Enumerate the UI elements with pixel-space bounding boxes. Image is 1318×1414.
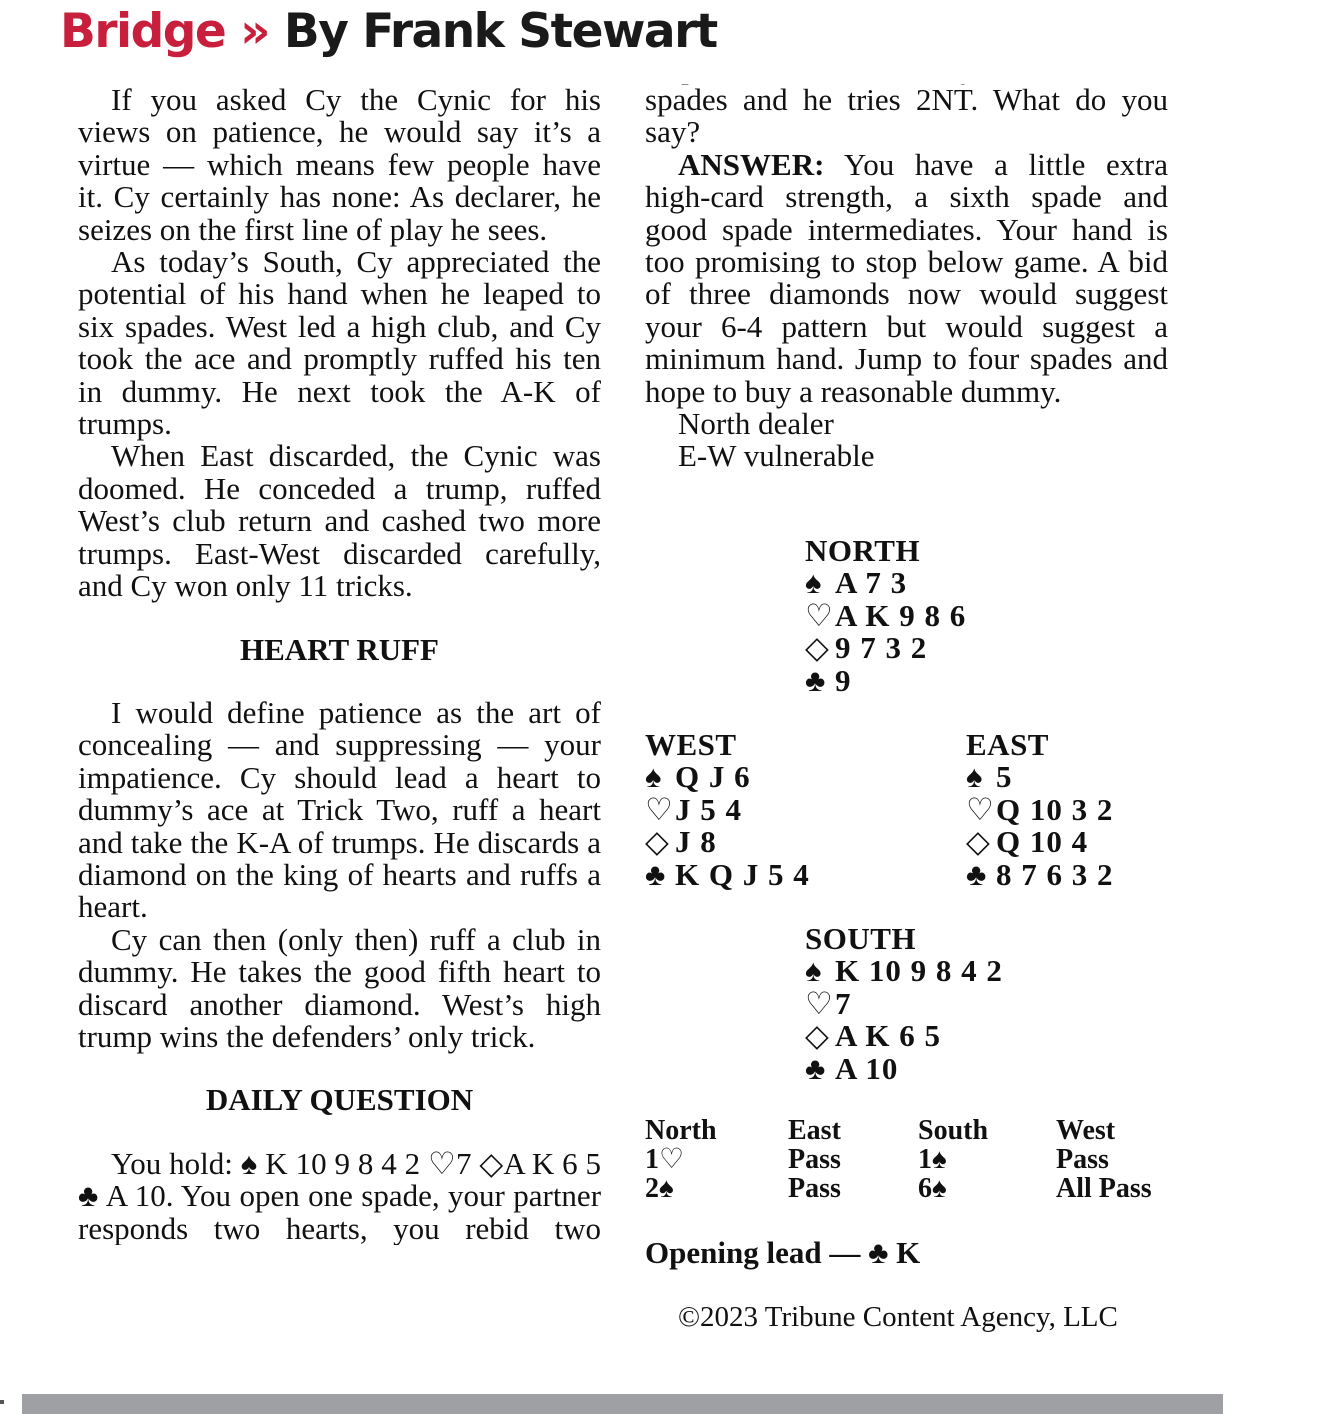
spade-holding: K 10 9 8 4 2 bbox=[835, 953, 1003, 989]
opening-lead-label: Opening lead — bbox=[645, 1235, 861, 1270]
bid: 1♠ bbox=[918, 1144, 947, 1175]
bidding-header: South bbox=[918, 1115, 989, 1146]
question-lead: You hold: bbox=[111, 1147, 233, 1181]
bidding-header: North bbox=[645, 1115, 717, 1146]
hand-west bbox=[645, 729, 810, 891]
spade-holding: 5 bbox=[996, 759, 1013, 795]
heart-holding: Q 10 3 2 bbox=[996, 791, 1114, 827]
dealer-line: North dealer bbox=[678, 406, 834, 442]
club-icon: ♣ bbox=[645, 856, 666, 892]
diamond-holding: A K 6 5 bbox=[835, 1018, 942, 1054]
bid: Pass bbox=[1056, 1144, 1109, 1175]
question-paragraph-continued bbox=[645, 84, 1168, 149]
club-icon: ♣ bbox=[966, 856, 987, 892]
article-right-column bbox=[645, 84, 1168, 473]
paragraph: Cy can then (only then) ruff a club in dummy. He takes the good fifth heart to discard another diamond. West’s high trump wins the defenders’ only trick. bbox=[78, 921, 601, 1054]
spade-icon: ♠ bbox=[966, 759, 983, 795]
diamond-holding: 9 7 3 2 bbox=[835, 630, 928, 666]
heart-icon: ♡ bbox=[428, 1147, 456, 1181]
hand-label: SOUTH bbox=[805, 921, 917, 956]
answer-paragraph bbox=[645, 146, 1168, 409]
column-header bbox=[60, 2, 717, 62]
edge-mark bbox=[0, 1400, 4, 1404]
heart-icon: ♡ bbox=[645, 791, 673, 827]
bid: All Pass bbox=[1056, 1173, 1152, 1204]
bid: 2♠ bbox=[645, 1173, 674, 1204]
diamond-icon: ◇ bbox=[805, 630, 829, 666]
bidding-table bbox=[645, 1116, 1176, 1203]
bidding-row bbox=[645, 1174, 1176, 1203]
section-heading-heart-ruff: HEART RUFF bbox=[240, 631, 439, 667]
diamond-holding: Q 10 4 bbox=[996, 824, 1089, 860]
club-holding: 8 7 6 3 2 bbox=[996, 856, 1114, 892]
heart-holding: J 5 4 bbox=[675, 791, 742, 827]
heart-icon: ♡ bbox=[805, 597, 833, 633]
hand-east bbox=[966, 729, 1114, 891]
paragraph: I would define patience as the art of concealing — and suppressing — your impatience. Cy should lead a heart to dummy’s ace at Trick Two, ruff a heart and take the K-A of trumps. He discards a diamond on the king of hearts and ruffs a heart. bbox=[78, 694, 601, 925]
bid: Pass bbox=[788, 1173, 841, 1204]
bidding-header: West bbox=[1056, 1115, 1116, 1146]
bidding-row bbox=[645, 1145, 1176, 1174]
paragraph: When East discarded, the Cynic was doomed. He conceded a trump, ruffed West’s club return and cashed two more trumps. East-West discarded carefully, and Cy won only 11 tricks. bbox=[78, 438, 601, 604]
opening-lead-card: K bbox=[896, 1235, 921, 1270]
column-brand: Bridge » bbox=[60, 4, 270, 59]
byline: By Frank Stewart bbox=[283, 4, 717, 59]
heart-holding: A K 9 8 6 bbox=[835, 597, 967, 633]
hand-label: EAST bbox=[966, 727, 1049, 762]
spade-icon: ♠ bbox=[805, 565, 822, 601]
bidding-header: East bbox=[788, 1115, 841, 1146]
bid: 6♠ bbox=[918, 1173, 947, 1204]
spade-holding: A 7 3 bbox=[835, 565, 908, 601]
diamond-holding: J 8 bbox=[675, 824, 717, 860]
article-left-column bbox=[78, 84, 601, 1245]
diamond-icon: ◇ bbox=[479, 1147, 504, 1181]
question-text: A 10. You open one spade, your partner responds two hearts, you rebid two bbox=[78, 1178, 601, 1245]
bid: Pass bbox=[788, 1144, 841, 1175]
club-icon: ♣ bbox=[805, 1050, 826, 1086]
opening-lead bbox=[645, 1235, 920, 1271]
hand-south bbox=[805, 923, 1003, 1085]
question-diamonds: A K 6 5 bbox=[503, 1147, 601, 1181]
answer-text: You have a little extra high-card strength, a sixth spade and good spade intermediates. Your hand is too promising to stop below game. A bid of three diamonds now would suggest your 6-4 pattern but would suggest a minimum hand. Jump to four spades and hope to buy a reasonable dummy. bbox=[645, 146, 1168, 409]
club-holding: K Q J 5 4 bbox=[675, 856, 810, 892]
bid: 1♡ bbox=[645, 1144, 685, 1175]
spade-icon: ♠ bbox=[240, 1147, 258, 1181]
heart-holding: 7 bbox=[835, 985, 852, 1021]
paragraph: As today’s South, Cy appreciated the potential of his hand when he leaped to six spades. West led a high club, and Cy took the ace and promptly ruffed his ten in dummy. He next took the A-K of trumps. bbox=[78, 244, 601, 442]
vulnerability-line: E-W vulnerable bbox=[678, 438, 875, 474]
question-paragraph bbox=[78, 1148, 601, 1245]
diamond-icon: ◇ bbox=[966, 824, 990, 860]
question-spades: K 10 9 8 4 2 bbox=[265, 1147, 421, 1181]
hand-north bbox=[805, 535, 966, 697]
hand-label: NORTH bbox=[805, 533, 921, 568]
club-icon: ♣ bbox=[805, 662, 826, 698]
heart-icon: ♡ bbox=[966, 791, 994, 827]
club-holding: 9 bbox=[835, 662, 852, 698]
question-clip-left bbox=[78, 1148, 601, 1245]
spade-icon: ♠ bbox=[805, 953, 822, 989]
club-icon: ♣ bbox=[78, 1178, 99, 1214]
paragraph: If you asked Cy the Cynic for his views on patience, he would say it’s a virtue — which means few people have it. Cy certainly has none: As declarer, he seizes on the first line of play he sees. bbox=[78, 82, 601, 247]
question-text: spades and he tries 2NT. What do you say? bbox=[645, 84, 1168, 149]
section-heading-daily-question: DAILY QUESTION bbox=[205, 1082, 474, 1118]
diamond-icon: ◇ bbox=[645, 824, 669, 860]
spade-icon: ♠ bbox=[645, 759, 662, 795]
bidding-header-row bbox=[645, 1116, 1176, 1145]
copyright-notice: ©2023 Tribune Content Agency, LLC bbox=[678, 1301, 1118, 1333]
question-hearts: 7 bbox=[455, 1147, 472, 1181]
question-continuation bbox=[645, 84, 1168, 149]
page-bottom-bar bbox=[22, 1394, 1223, 1414]
spade-holding: Q J 6 bbox=[675, 759, 751, 795]
club-icon: ♣ bbox=[868, 1235, 889, 1270]
hand-label: WEST bbox=[645, 727, 737, 762]
answer-label: ANSWER: bbox=[678, 146, 825, 182]
diamond-icon: ◇ bbox=[805, 1018, 829, 1054]
club-holding: A 10 bbox=[835, 1050, 899, 1086]
heart-icon: ♡ bbox=[805, 985, 833, 1021]
